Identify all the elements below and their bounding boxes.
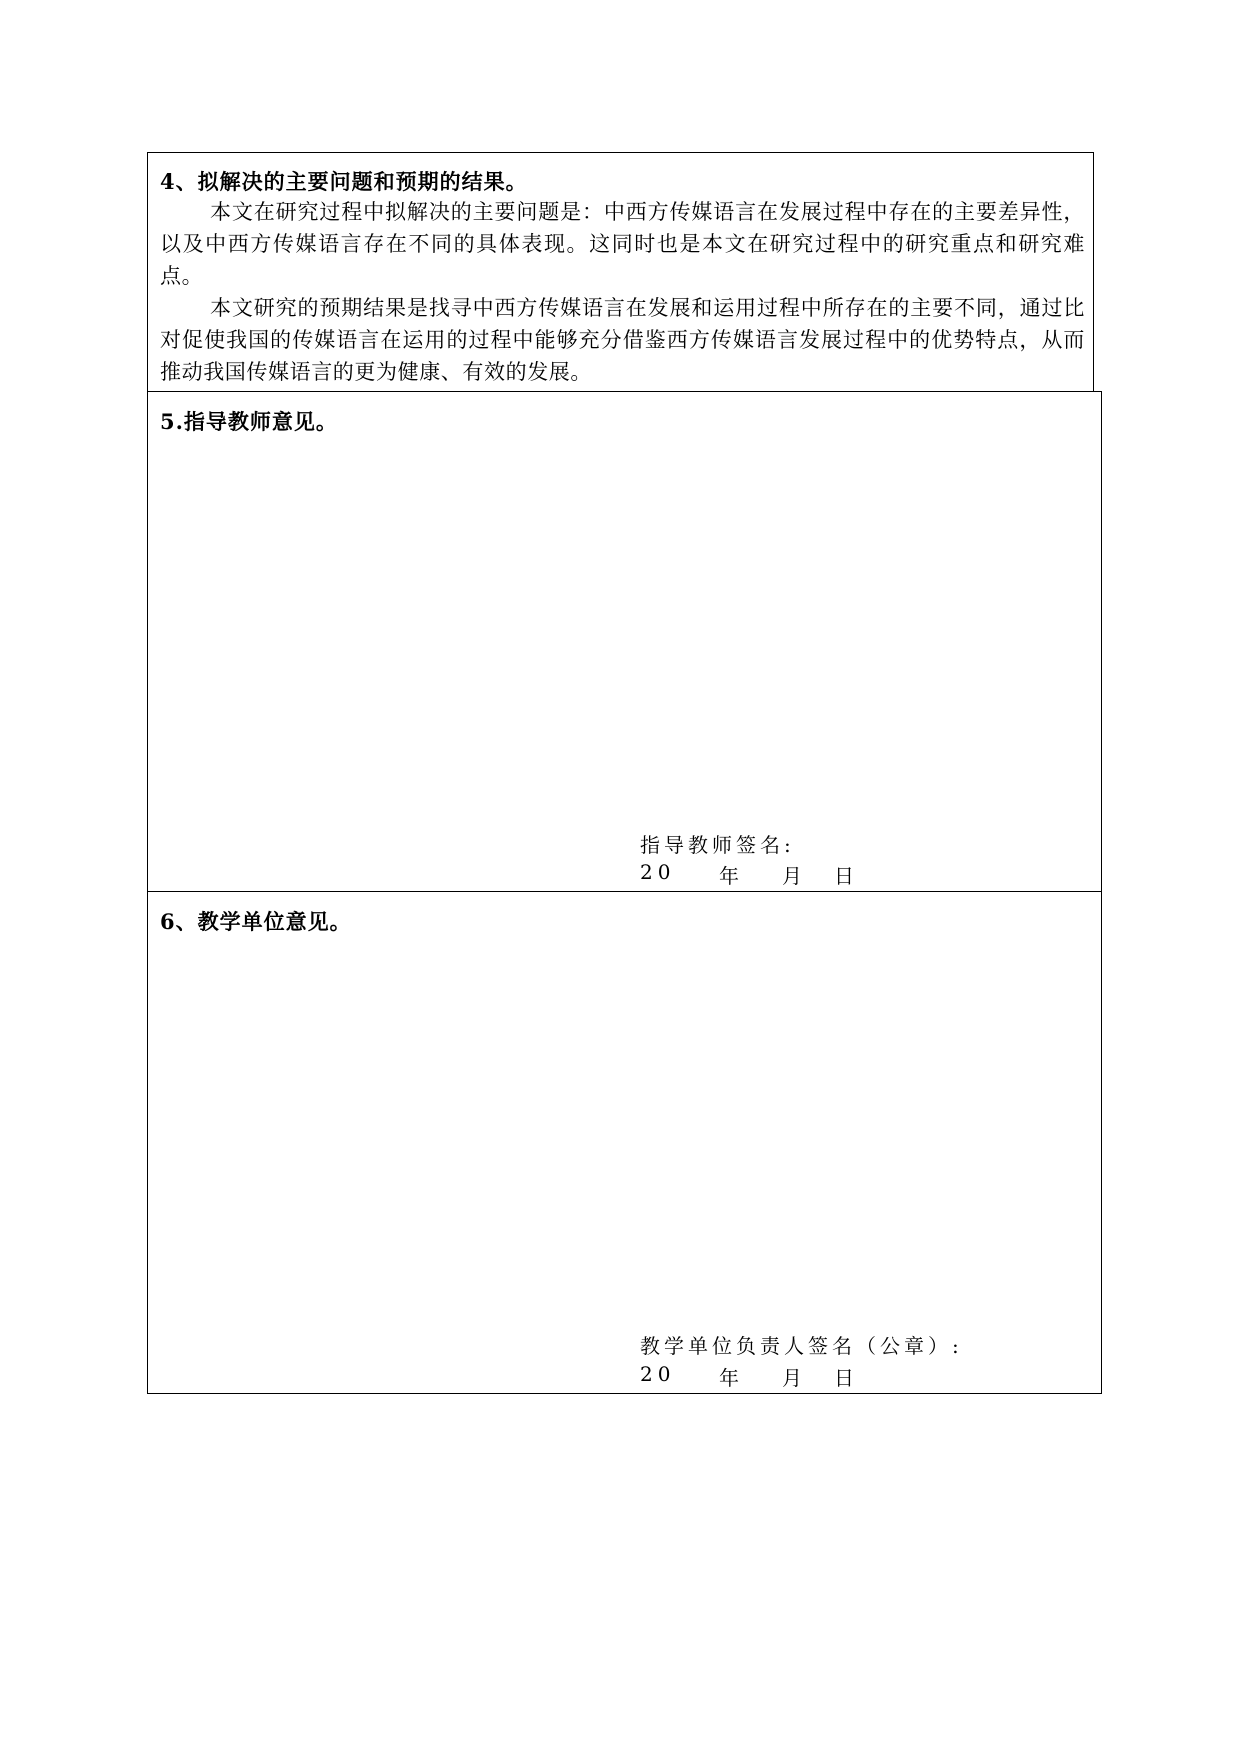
paragraph-main-problems: 本文在研究过程中拟解决的主要问题是：中西方传媒语言在发展过程中存在的主要差异性，以及中西方传媒语言存在不同的具体表现。这同时也是本文在研究过程中的研究重点和研究难点。	[160, 200, 1085, 288]
date-day-unit: 日	[834, 864, 854, 888]
section-heading: 6、教学单位意见。	[160, 909, 352, 934]
date-year-unit: 年	[719, 864, 739, 888]
section-heading: 4、拟解决的主要问题和预期的结果。	[160, 169, 528, 194]
date-day-unit: 日	[834, 1366, 854, 1390]
section-teaching-unit-opinion	[147, 891, 1102, 1394]
section-heading: 5.指导教师意见。	[160, 409, 338, 434]
date-year: 20	[640, 1362, 676, 1386]
unit-head-signature-label: 教学单位负责人签名（公章）:	[640, 1334, 963, 1358]
date-month-unit: 月	[782, 1366, 802, 1390]
date-year: 20	[640, 860, 676, 884]
date-month-unit: 月	[782, 864, 802, 888]
paragraph-expected-results: 本文研究的预期结果是找寻中西方传媒语言在发展和运用过程中所存在的主要不同，通过比对促使我国的传媒语言在运用的过程中能够充分借鉴西方传媒语言发展过程中的优势特点，从而推动我国传媒语言的更为健康、有效的发展。	[160, 296, 1085, 384]
section-problems-results	[147, 152, 1094, 392]
section-advisor-opinion	[147, 391, 1102, 892]
advisor-signature-label: 指导教师签名:	[640, 833, 795, 857]
date-year-unit: 年	[719, 1366, 739, 1390]
